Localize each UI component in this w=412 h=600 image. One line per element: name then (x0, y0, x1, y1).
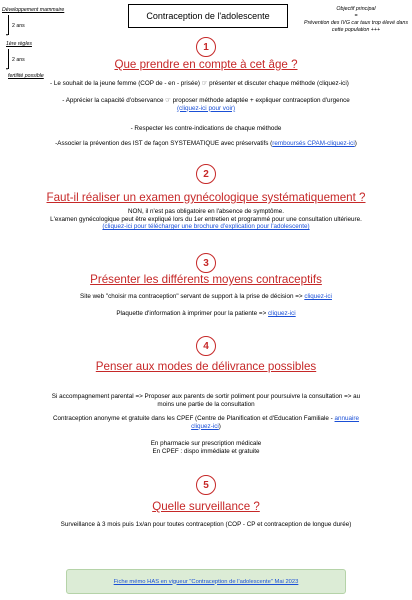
section-heading-1: Que prendre en compte à cet âge ? (114, 58, 298, 71)
section-2-lines (0, 208, 412, 231)
observance-link[interactable]: (cliquez-ici pour voir) (176, 104, 236, 112)
page-title (128, 4, 288, 28)
timeline-step-fertility: fertilité possible (8, 73, 44, 79)
section-4-line-3: En pharmacie sur prescription médicale (150, 440, 262, 447)
section-1-line-3: - Respecter les contre-indications de chaque méthode (130, 125, 282, 132)
objective-text: Prévention des IVG car taux trop élevé dans cette population +++ (304, 19, 408, 33)
section-3-line-2: Plaquette d'information à imprimer pour la patiente => cliquez-ici (116, 310, 296, 317)
section-4-line-4: En CPEF : dispo immédiate et gratuite (152, 448, 260, 455)
timeline-gap-2: 2 ans (12, 57, 25, 63)
objective-title: Objectif principal (336, 6, 376, 12)
section-4-line-2: Contraception anonyme et gratuite dans les CPEF (Centre de Planification et d'Education Familiale - annuaire cliquez-ici) (52, 415, 360, 430)
section-1-line-2: - Apprécier la capacité d'observance ☞ proposer méthode adaptée + expliquer contraception d'urgence (cliquez-ici pour voir) (62, 97, 350, 112)
section-heading-4: Penser aux modes de délivrance possibles (95, 360, 317, 373)
arrow-down-icon (6, 34, 8, 36)
section-2-line-1: NON, il n'est pas obligatoire en l'absence de symptôme. (127, 208, 285, 215)
cpef-directory-link-2[interactable]: cliquez-ici (191, 422, 219, 430)
section-4-line-1: Si accompagnement parental => Proposer aux parents de sortir poliment pour poursuivre la consultation => au moins une partie de la consultation (51, 393, 361, 408)
section-3-line-1: Site web "choisir ma contraception" servant de support à la prise de décision => cliquez-ici (80, 293, 332, 300)
choisir-contraception-link[interactable]: cliquez-ici (304, 293, 332, 300)
cpef-directory-link[interactable]: annuaire (334, 415, 360, 422)
main-objective (304, 6, 408, 34)
section-5-line-1: Surveillance à 3 mois puis 1x/an pour toutes contraception (COP - CP et contraception de longue durée) (60, 521, 352, 528)
timeline-step-first-period: 1ère règles (6, 41, 32, 47)
section-2-line-2: L'examen gynécologique peut être expliqué lors du 1er entretien et programmé pour une consultation ultérieure. (50, 215, 362, 223)
has-memo-link[interactable]: Fiche mémo HAS en vigueur "Contraception de l'adolescente" Mai 2023 (113, 578, 299, 585)
condoms-reimbursed-link[interactable]: remboursés CPAM-cliquez-ici (272, 140, 355, 147)
section-heading-2: Faut-il réaliser un examen gynécologique systématiquement ? (46, 191, 366, 204)
timeline-line (8, 15, 9, 35)
has-memo-banner[interactable] (66, 569, 346, 594)
info-leaflet-link[interactable]: cliquez-ici (268, 310, 296, 317)
section-number-3: 3 (196, 253, 216, 273)
section-number-4: 4 (196, 336, 216, 356)
brochure-download-link[interactable]: (cliquez-ici pour télécharger une brochure d'explication pour l'adolescente) (102, 223, 310, 231)
page-title-text: Contraception de l'adolescente (146, 11, 270, 21)
section-1-line-4: -Associer la prévention des IST de façon SYSTEMATIQUE avec préservatifs (remboursés CPAM-cliquez-ici) (55, 140, 357, 147)
section-1-line-1: - Le souhait de la jeune femme (COP de - en - prisée) ☞ présenter et discuter chaque méthode (cliquez-ici) (50, 80, 349, 87)
section-heading-3: Présenter les différents moyens contraceptifs (90, 273, 322, 286)
timeline-gap-1: 2 ans (12, 23, 25, 29)
section-number-1: 1 (196, 37, 216, 57)
timeline-step-breast-development: Développement mammaire (2, 7, 65, 13)
section-heading-5: Quelle surveillance ? (152, 500, 260, 513)
section-number-2: 2 (196, 164, 216, 184)
section-number-5: 5 (196, 475, 216, 495)
objective-equals: = (354, 12, 358, 19)
